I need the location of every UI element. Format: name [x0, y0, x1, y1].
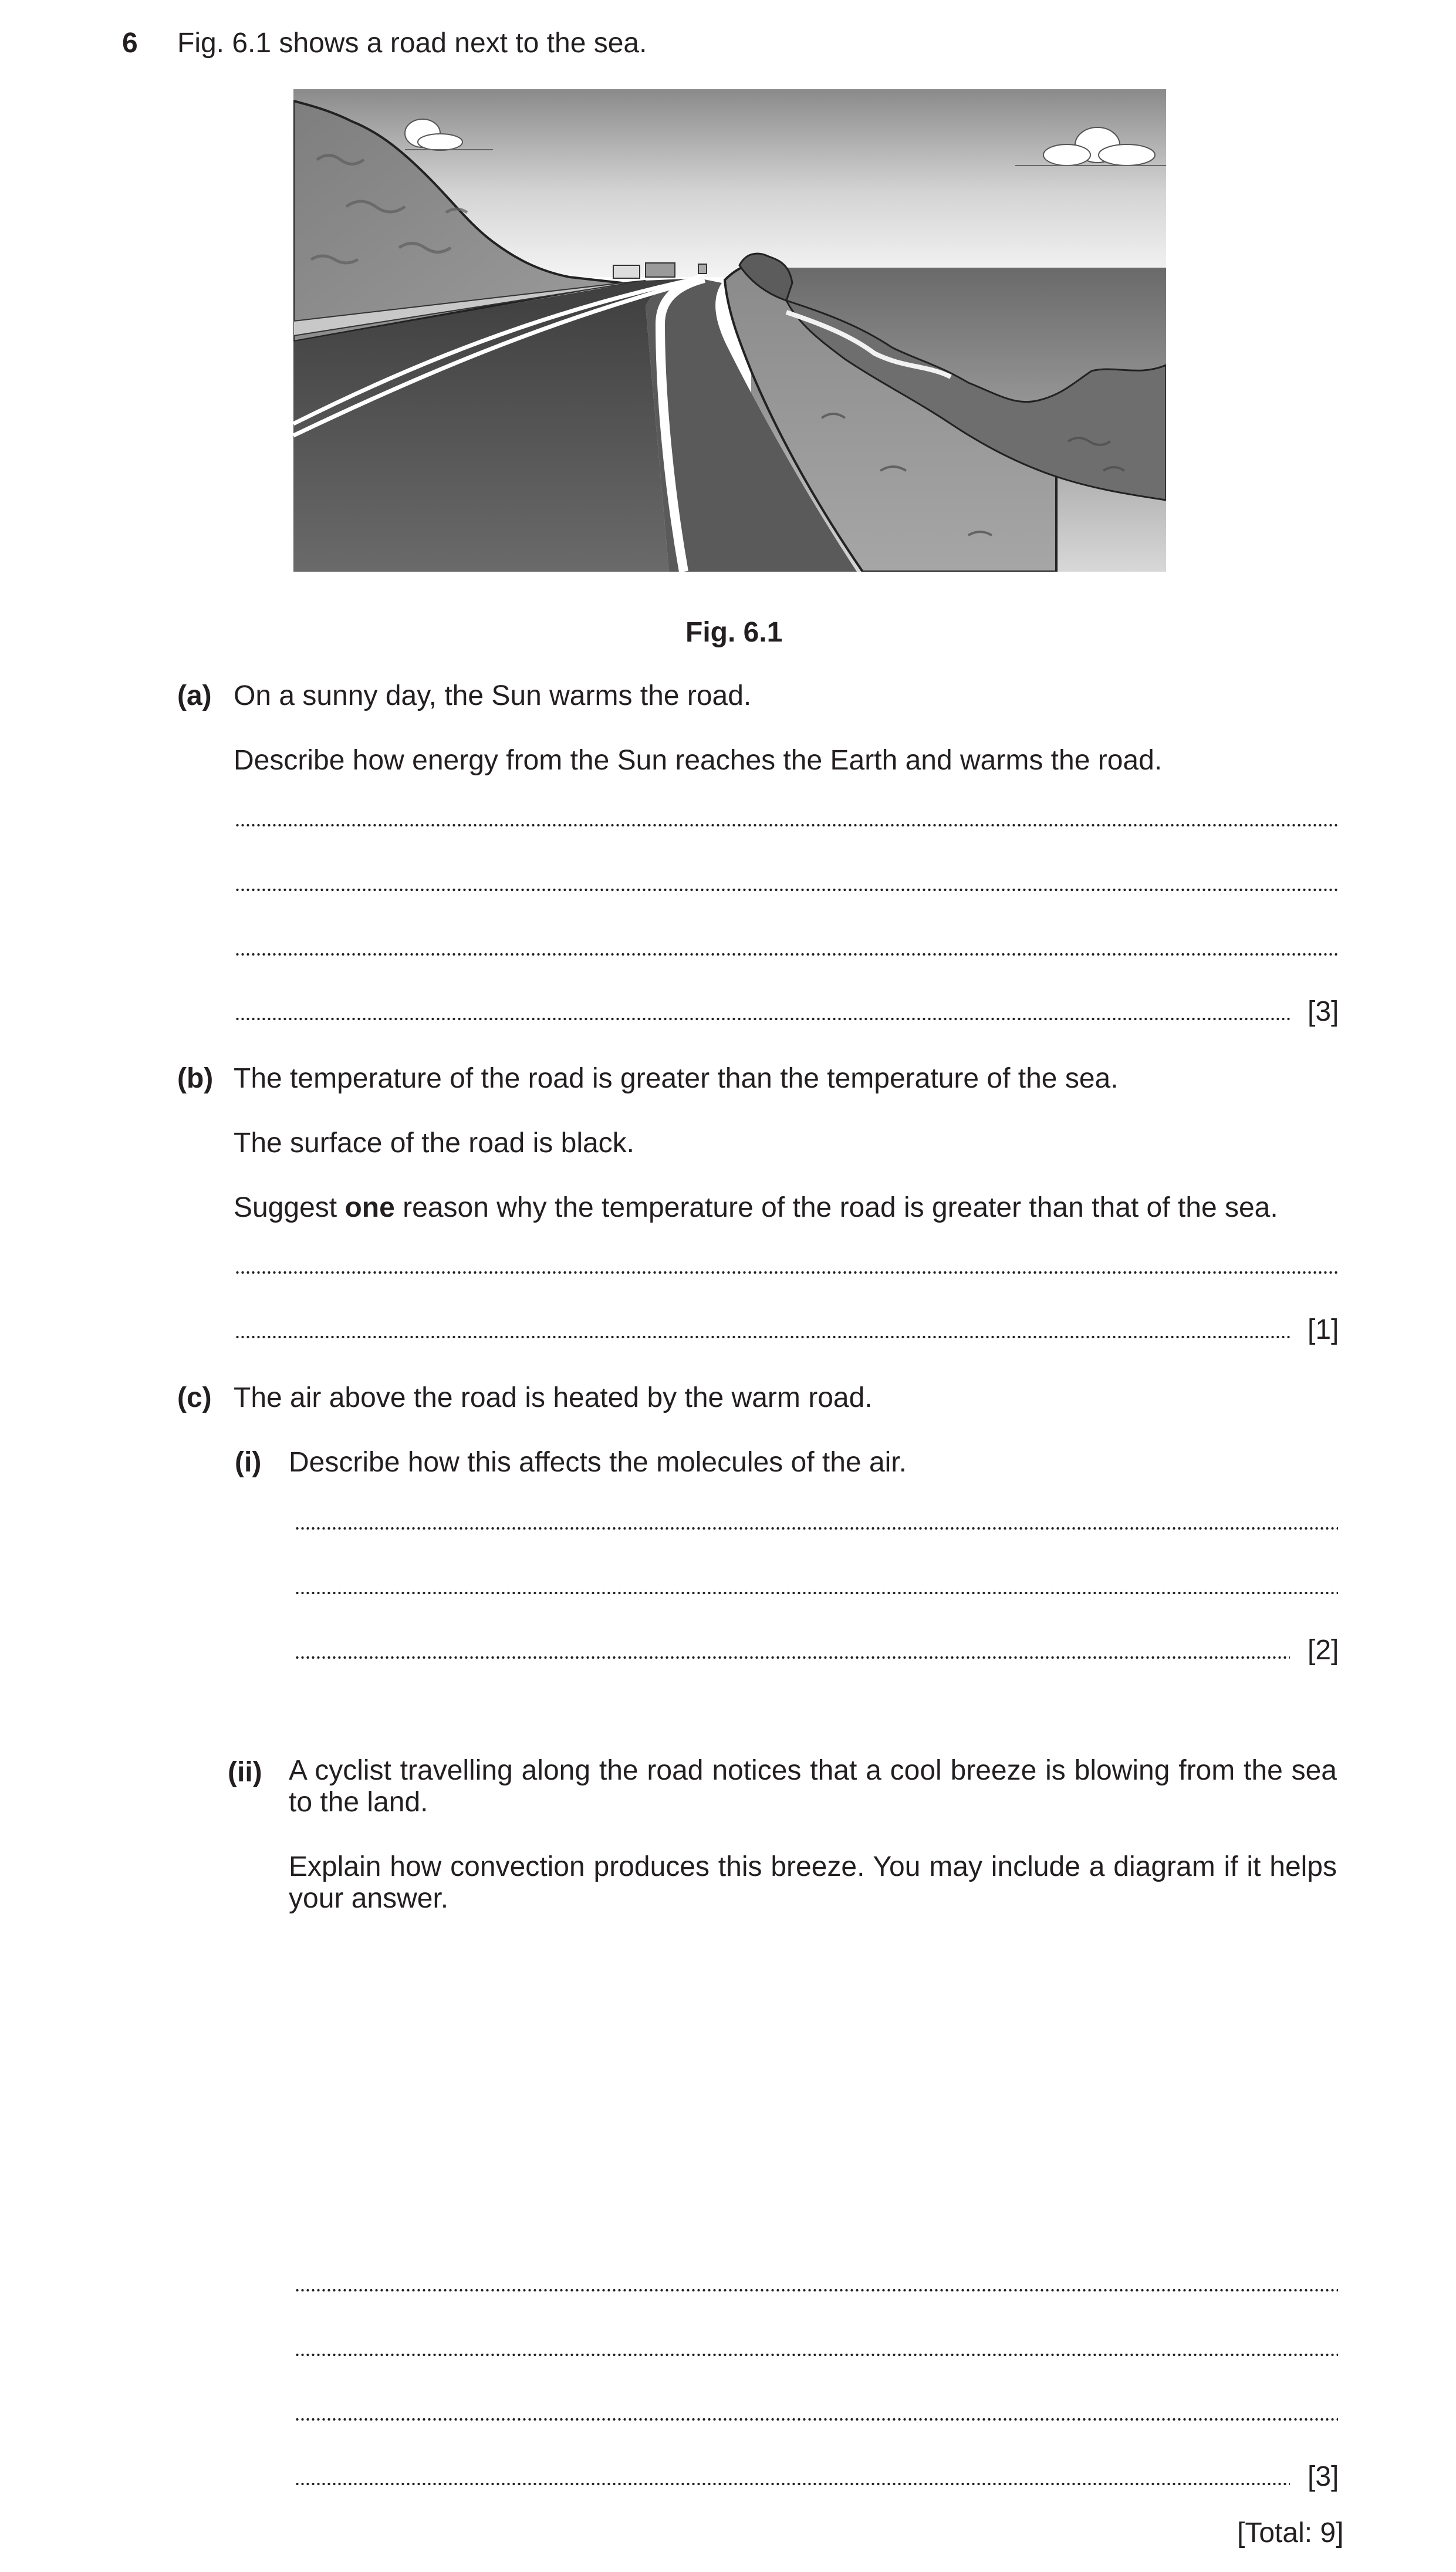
figure-caption: Fig. 6.1 [685, 617, 783, 648]
part-c-ii-label: (ii) [228, 1757, 262, 1788]
marks-c-i: [2] [1308, 1635, 1339, 1666]
answer-line-cii2[interactable] [295, 2352, 1338, 2357]
road-by-sea-figure [293, 89, 1166, 572]
answer-line-ci1[interactable] [295, 1526, 1338, 1531]
part-b-line3 [234, 1194, 1278, 1222]
marks-b: [1] [1308, 1314, 1339, 1345]
part-b-line1: The temperature of the road is greater than the temperature of the sea. [234, 1063, 1119, 1094]
diagram-space[interactable] [289, 1937, 1337, 2254]
answer-line-cii4[interactable] [295, 2482, 1290, 2486]
part-c-i-text: Describe how this affects the molecules of the air. [289, 1447, 907, 1478]
answer-line-a2[interactable] [235, 887, 1338, 892]
part-b-line3-bold: one [344, 1192, 395, 1223]
answer-line-a3[interactable] [235, 952, 1338, 957]
part-c-i-label: (i) [235, 1447, 262, 1478]
answer-line-cii3[interactable] [295, 2417, 1338, 2422]
part-a-line2: Describe how energy from the Sun reaches the Earth and warms the road. [234, 745, 1163, 776]
marks-a: [3] [1308, 996, 1339, 1027]
answer-line-b2[interactable] [235, 1335, 1290, 1339]
answer-line-a1[interactable] [235, 823, 1338, 828]
answer-line-a4[interactable] [235, 1017, 1290, 1021]
question-intro: Fig. 6.1 shows a road next to the sea. [177, 28, 647, 59]
answer-line-ci3[interactable] [295, 1655, 1290, 1660]
answer-line-cii1[interactable] [295, 2288, 1338, 2293]
part-b-line2: The surface of the road is black. [234, 1128, 635, 1159]
part-b-line3-post: reason why the temperature of the road is greater than that of the sea. [394, 1192, 1278, 1223]
part-c-label: (c) [177, 1382, 212, 1413]
total-marks: [Total: 9] [1237, 2517, 1344, 2549]
part-c-ii-text1: A cyclist travelling along the road notices that a cool breeze is blowing from the sea to the land. [289, 1755, 1337, 1818]
part-b-label: (b) [177, 1063, 214, 1094]
question-number: 6 [122, 28, 138, 59]
part-b-line3-pre: Suggest [234, 1192, 345, 1223]
marks-c-ii: [3] [1308, 2461, 1339, 2492]
part-c-ii-text2: Explain how convection produces this breeze. You may include a diagram if it helps your answer. [289, 1851, 1337, 1914]
answer-line-b1[interactable] [235, 1270, 1338, 1275]
answer-line-ci2[interactable] [295, 1591, 1338, 1595]
part-a-line1: On a sunny day, the Sun warms the road. [234, 680, 752, 711]
part-a-label: (a) [177, 680, 212, 711]
part-c-stem: The air above the road is heated by the warm road. [234, 1382, 873, 1413]
